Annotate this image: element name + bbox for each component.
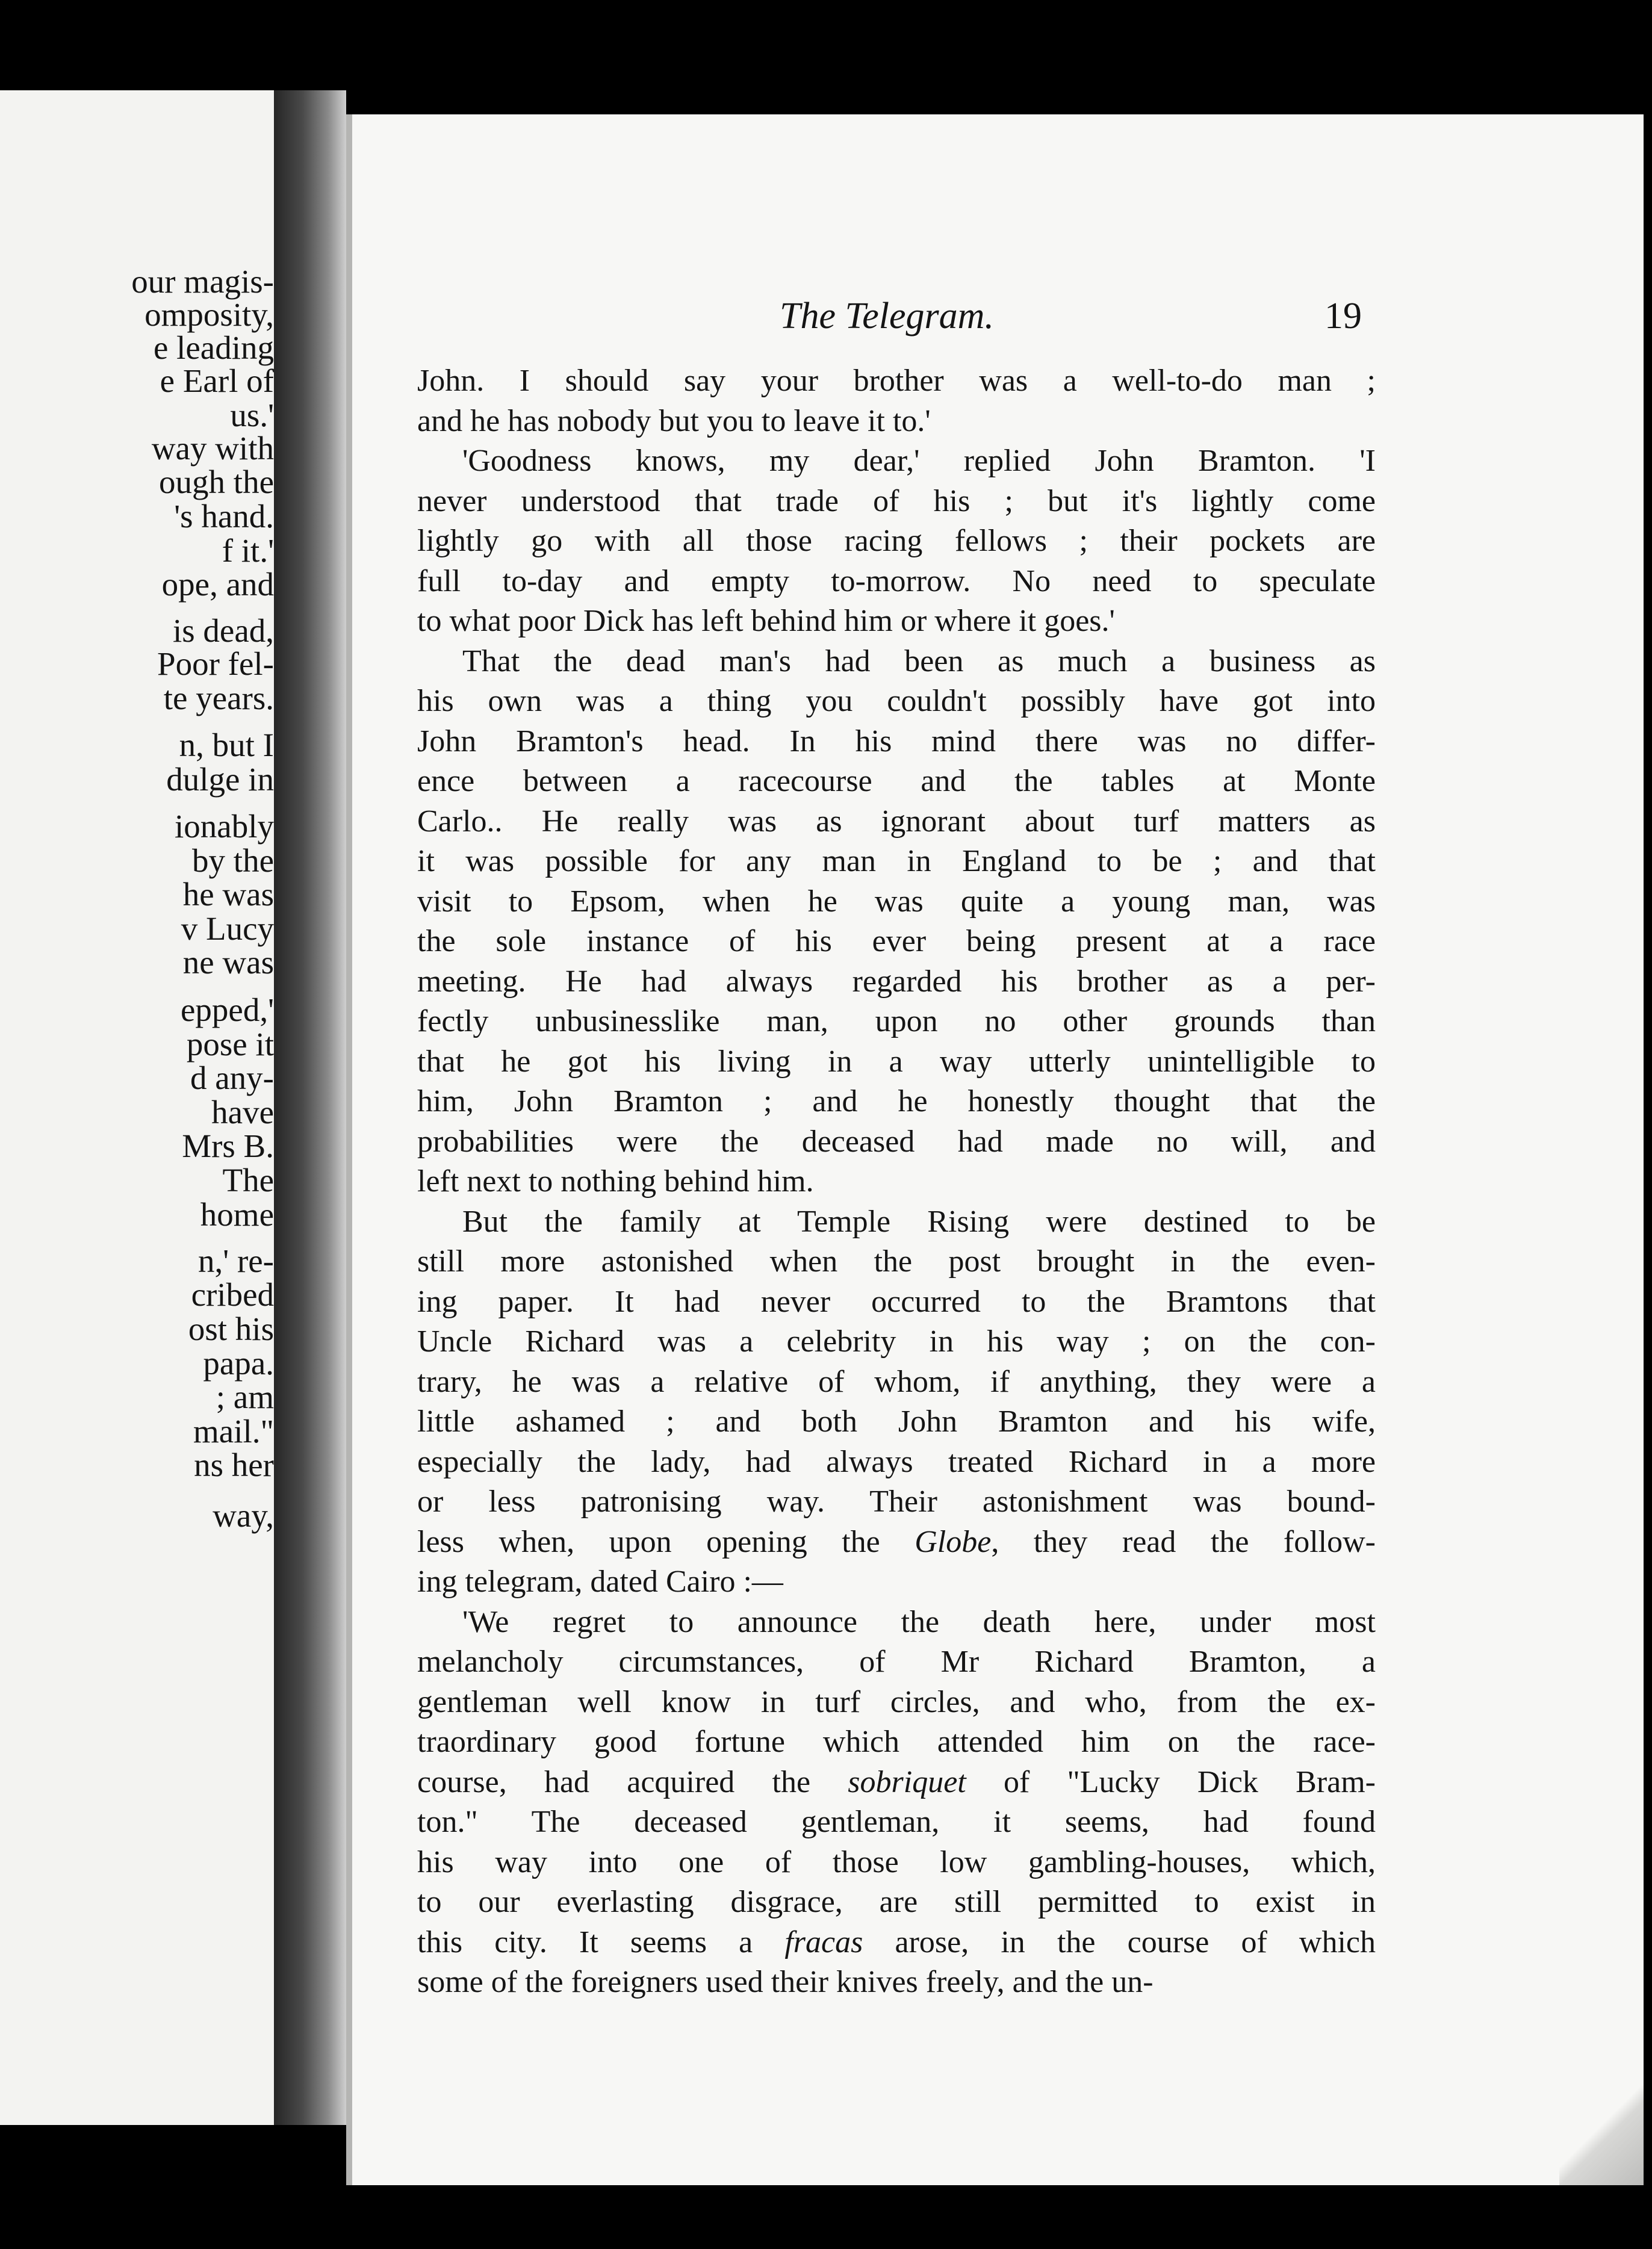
book-gutter	[274, 90, 346, 2125]
page-edge-shadow	[346, 114, 352, 2185]
text-line: left next to nothing behind him.	[417, 1164, 814, 1199]
left-page-line: papa.	[203, 1345, 274, 1382]
left-page-line: v Lucy	[181, 910, 274, 947]
left-page-line: home	[200, 1196, 274, 1233]
left-page-line: dulge in	[166, 761, 274, 798]
text-line: the sole instance of his ever being present at a race	[417, 924, 1376, 958]
right-page	[346, 114, 1644, 2185]
left-page-line: ost his	[188, 1311, 274, 1347]
text-line: ton." The deceased gentleman, it seems, had found	[417, 1805, 1376, 1839]
text-line: him, John Bramton ; and he honestly thought that the	[417, 1084, 1376, 1118]
text-line: melancholy circumstances, of Mr Richard Bramton, a	[417, 1645, 1376, 1679]
text-line: fectly unbusinesslike man, upon no other grounds than	[417, 1004, 1376, 1038]
left-page-line: omposity,	[144, 296, 274, 333]
text-line: full to-day and empty to-morrow. No need to speculate	[417, 563, 1376, 598]
left-page-line: by the	[192, 842, 274, 879]
text-line: less when, upon opening the Globe, they read the follow-	[417, 1524, 1376, 1559]
left-page-line: way,	[213, 1497, 274, 1534]
text-line: never understood that trade of his ; but it's lightly come	[417, 483, 1376, 518]
left-page-line: he was	[182, 876, 274, 913]
text-line: still more astonished when the post brought in the even-	[417, 1244, 1376, 1279]
text-line: trary, he was a relative of whom, if anything, they were a	[417, 1364, 1376, 1399]
text-line: meeting. He had always regarded his brother as a per-	[417, 964, 1376, 999]
text-line: little ashamed ; and both John Bramton and his wife,	[417, 1404, 1376, 1439]
left-page-line: cribed	[191, 1276, 274, 1313]
page-header	[346, 295, 1644, 343]
body-text	[417, 361, 1376, 2003]
text-line: gentleman well know in turf circles, and who, from the ex-	[417, 1684, 1376, 1719]
left-page-line: The	[222, 1162, 274, 1199]
text-line: and he has nobody but you to leave it to.'	[417, 403, 931, 438]
page-curl	[1559, 2083, 1644, 2185]
page-number: 19	[1324, 296, 1362, 337]
text-line: probabilities were the deceased had made no will, and	[417, 1124, 1376, 1159]
left-page-line: our magis-	[131, 263, 274, 300]
left-page-line: f it.'	[222, 532, 274, 569]
text-line: 'We regret to announce the death here, under most	[462, 1604, 1376, 1639]
text-line: this city. It seems a fracas arose, in the course of which	[417, 1925, 1376, 1959]
left-page-line: epped,'	[181, 991, 274, 1028]
left-page-line: mail."	[193, 1413, 274, 1450]
left-page-line: ope, and	[161, 566, 274, 603]
text-line: some of the foreigners used their knives freely, and the un-	[417, 1965, 1154, 1999]
left-page-line: te years.	[163, 680, 274, 716]
left-page-line: Poor fel-	[157, 645, 274, 682]
left-page-line: is dead,	[172, 612, 274, 649]
left-page-line: e Earl of	[160, 362, 274, 399]
text-line: especially the lady, had always treated Richard in a more	[417, 1444, 1376, 1479]
left-page-line: way with	[151, 430, 274, 467]
text-line: that he got his living in a way utterly unintelligible to	[417, 1044, 1376, 1079]
left-page-line: Mrs B.	[182, 1128, 274, 1164]
left-page-line: ; am	[216, 1379, 274, 1415]
text-line: But the family at Temple Rising were destined to be	[462, 1204, 1376, 1239]
left-page-line: ne was	[182, 944, 274, 981]
text-line: That the dead man's had been as much a business as	[462, 644, 1376, 678]
text-line: Carlo.. He really was as ignorant about turf matters as	[417, 804, 1376, 839]
text-line: visit to Epsom, when he was quite a young man, was	[417, 884, 1376, 919]
text-line: his own was a thing you couldn't possibly have got into	[417, 684, 1376, 718]
text-line: lightly go with all those racing fellows ; their pockets are	[417, 524, 1376, 558]
text-line: his way into one of those low gambling-houses, which,	[417, 1844, 1376, 1879]
left-page-line: n, but I	[179, 727, 274, 763]
left-page-line: e leading	[153, 329, 274, 366]
left-page-line: 's hand.	[174, 498, 274, 535]
running-head: The Telegram.	[780, 296, 994, 337]
left-page-line: ns her	[194, 1447, 274, 1483]
text-line: traordinary good fortune which attended him on the race-	[417, 1725, 1376, 1759]
left-page-line: pose it	[186, 1026, 274, 1062]
left-page-line: ionably	[175, 808, 274, 845]
left-page-line: d any-	[190, 1059, 274, 1096]
text-line: ing telegram, dated Cairo :—	[417, 1565, 783, 1599]
text-line: to our everlasting disgrace, are still permitted to exist in	[417, 1885, 1376, 1919]
left-page-line: us.'	[230, 397, 274, 433]
text-line: to what poor Dick has left behind him or where it goes.'	[417, 604, 1115, 638]
text-line: John Bramton's head. In his mind there was no differ-	[417, 724, 1376, 758]
text-line: or less patronising way. Their astonishment was bound-	[417, 1484, 1376, 1519]
text-line: Uncle Richard was a celebrity in his way ; on the con-	[417, 1324, 1376, 1359]
left-page-line: ough the	[159, 464, 274, 500]
text-line: course, had acquired the sobriquet of "Lucky Dick Bram-	[417, 1764, 1376, 1799]
left-page-line: n,' re-	[198, 1242, 274, 1279]
text-line: it was possible for any man in England to be ; and that	[417, 844, 1376, 878]
left-page-line: have	[211, 1094, 274, 1131]
left-page-fragment	[0, 90, 274, 2125]
text-line: ence between a racecourse and the tables at Monte	[417, 764, 1376, 798]
text-line: John. I should say your brother was a well-to-do man ;	[417, 364, 1376, 398]
text-line: 'Goodness knows, my dear,' replied John Bramton. 'I	[462, 444, 1376, 478]
text-line: ing paper. It had never occurred to the Bramtons that	[417, 1284, 1376, 1319]
